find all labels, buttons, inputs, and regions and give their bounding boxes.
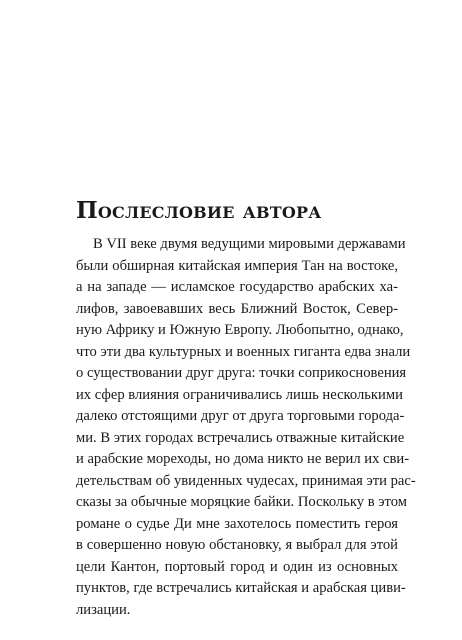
afterword-text	[76, 234, 416, 621]
text-line-11: и арабские мореходы, но дома никто не верил их сви-	[76, 451, 410, 467]
text-line-10: ми. В этих городах встречались отважные китайские	[76, 429, 405, 446]
text-line-16: цели Кантон, портовый город и один из основных	[76, 558, 398, 575]
text-line-15: в совершенно новую обстановку, я выбрал для этой	[76, 537, 398, 553]
text-line-2: были обширная китайская империя Тан на востоке,	[76, 257, 398, 274]
text-line-18: лизации.	[76, 601, 131, 618]
text-line-17: пунктов, где встречались китайская и арабская циви-	[76, 580, 406, 596]
text-line-5: ную Африку и Южную Европу. Любопытно, однако,	[76, 322, 404, 338]
text-line-12: детельствам об увиденных чудесах, принимая эти рас-	[76, 472, 416, 489]
text-line-13: сказы за обычные моряцкие байки. Поскольку в этом	[76, 494, 407, 510]
text-line-14: романе о судье Ди мне захотелось поместить героя	[76, 515, 398, 532]
afterword-title: Послесловие автора	[76, 197, 322, 224]
text-line-1: В VII веке двумя ведущими мировыми державами	[93, 236, 406, 252]
text-line-9: далеко отстоящими друг от друга торговыми города-	[76, 408, 405, 424]
text-line-4: лифов, завоевавших весь Ближний Восток, Север-	[76, 300, 398, 317]
text-line-3: а на западе — исламское государство арабских ха-	[76, 279, 398, 295]
text-line-6: что эти два культурных и военных гиганта едва знали	[76, 343, 411, 360]
text-line-8: их сфер влияния ограничивались лишь несколькими	[76, 386, 403, 403]
text-line-7: о существовании друг друга: точки соприкосновения	[76, 365, 407, 381]
